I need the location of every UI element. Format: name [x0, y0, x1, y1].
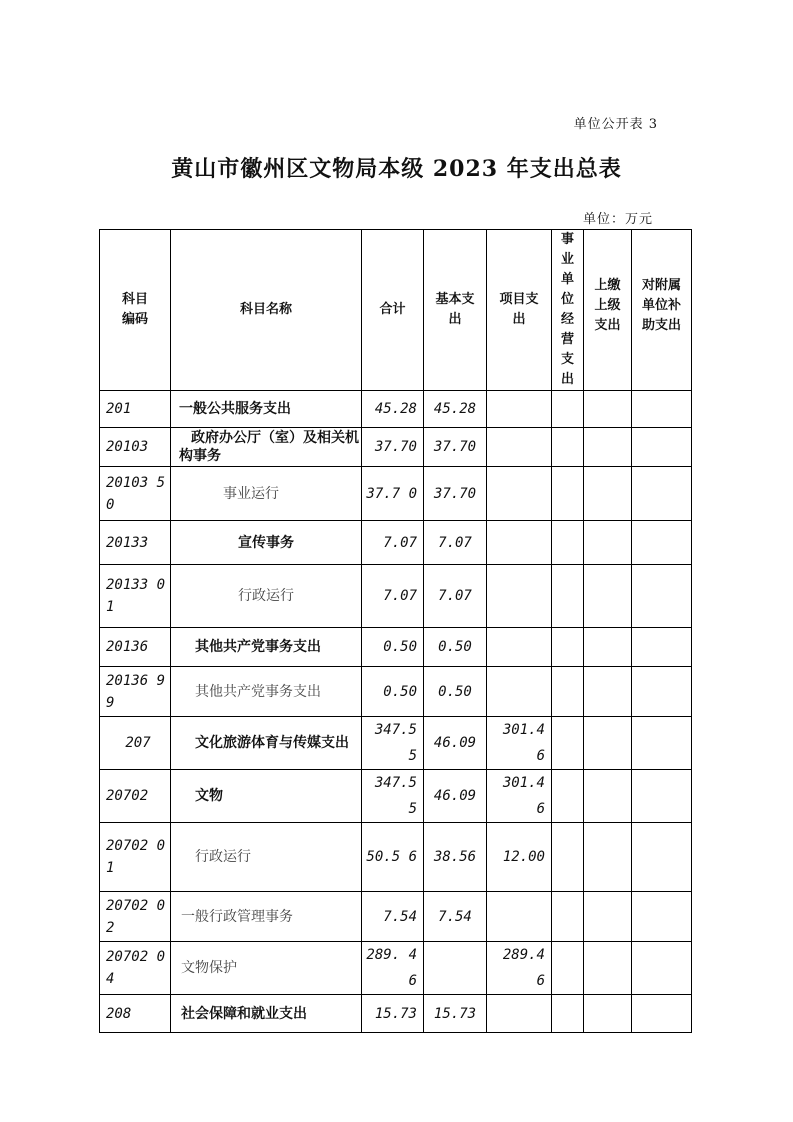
table-row [100, 770, 692, 823]
cell-subsidy [632, 565, 692, 628]
cell-basic-text: 45.28 [433, 401, 477, 417]
cell-enterprise [552, 942, 584, 995]
cell-project [487, 565, 552, 628]
cell-total [362, 717, 424, 770]
cell-name-text: 事业运行 [223, 485, 279, 502]
cell-enterprise [552, 428, 584, 467]
cell-total [362, 823, 424, 892]
cell-basic-text: 46.09 [433, 735, 477, 751]
cell-basic-text: 15.73 [433, 1005, 477, 1022]
cell-basic-text: 37.70 [433, 485, 477, 502]
cell-name-text: 行政运行 [238, 588, 294, 604]
cell-subsidy [632, 667, 692, 717]
cell-name-text: 政府办公厅（室）及相关机构事务 [179, 430, 359, 464]
cell-code [100, 770, 171, 823]
cell-project [487, 892, 552, 942]
cell-code [100, 892, 171, 942]
cell-name-text: 其他共产党事务支出 [195, 683, 321, 700]
cell-total [362, 428, 424, 467]
cell-code-text: 207 [125, 735, 151, 751]
cell-name-text: 文化旅游体育与传媒支出 [195, 735, 349, 751]
cell-total-text: 7.54 [383, 908, 417, 925]
cell-enterprise [552, 717, 584, 770]
cell-code-text: 20702 04 [106, 949, 166, 987]
header-code: 科目 编码 [100, 230, 171, 391]
cell-upper [584, 770, 632, 823]
cell-code-text: 201 [106, 401, 132, 417]
cell-enterprise [552, 770, 584, 823]
cell-name [171, 770, 362, 823]
cell-name [171, 391, 362, 428]
table-row [100, 521, 692, 565]
cell-total [362, 995, 424, 1033]
cell-code [100, 565, 171, 628]
cell-project [487, 628, 552, 667]
cell-subsidy [632, 942, 692, 995]
header-project: 项目支 出 [487, 230, 552, 391]
cell-code [100, 823, 171, 892]
cell-basic [424, 667, 487, 717]
cell-enterprise [552, 892, 584, 942]
cell-total [362, 892, 424, 942]
cell-code-text: 20103 [106, 439, 149, 455]
cell-name [171, 467, 362, 521]
cell-project-text: 301.4 6 [502, 775, 545, 817]
table-row [100, 995, 692, 1033]
cell-code [100, 667, 171, 717]
cell-code [100, 942, 171, 995]
cell-total [362, 467, 424, 521]
cell-basic-text: 7.07 [438, 588, 472, 604]
header-name: 科目名称 [171, 230, 362, 391]
cell-code [100, 995, 171, 1033]
cell-subsidy [632, 995, 692, 1033]
cell-total [362, 565, 424, 628]
cell-name-text: 行政运行 [195, 849, 251, 865]
table-row [100, 942, 692, 995]
cell-code [100, 391, 171, 428]
cell-basic [424, 467, 487, 521]
cell-total-text: 50.5 6 [366, 849, 417, 865]
cell-total-text: 289. 46 [366, 947, 417, 989]
cell-basic [424, 995, 487, 1033]
cell-basic-text: 46.09 [433, 788, 477, 804]
cell-enterprise [552, 995, 584, 1033]
cell-basic-text: 0.50 [438, 639, 472, 655]
header-enterprise: 事 业 单 位 经 营 支 出 [552, 230, 584, 391]
cell-code-text: 20136 [106, 639, 149, 655]
cell-enterprise [552, 467, 584, 521]
header-upper: 上缴 上级 支出 [584, 230, 632, 391]
cell-upper [584, 942, 632, 995]
cell-upper [584, 521, 632, 565]
cell-name [171, 428, 362, 467]
cell-total-text: 37.70 [374, 439, 417, 455]
cell-code-text: 20702 01 [106, 838, 166, 876]
cell-project [487, 428, 552, 467]
cell-project [487, 942, 552, 995]
page-title: 黄山市徽州区文物局本级 2023 年支出总表 [171, 156, 622, 182]
cell-code-text: 20133 [106, 534, 149, 551]
cell-subsidy [632, 467, 692, 521]
cell-basic [424, 770, 487, 823]
cell-project-text: 12.00 [502, 849, 545, 865]
cell-name [171, 892, 362, 942]
cell-name [171, 995, 362, 1033]
cell-basic [424, 942, 487, 995]
cell-subsidy [632, 521, 692, 565]
cell-code [100, 521, 171, 565]
cell-total [362, 667, 424, 717]
cell-project [487, 717, 552, 770]
cell-name [171, 521, 362, 565]
cell-basic [424, 628, 487, 667]
cell-subsidy [632, 391, 692, 428]
cell-project [487, 995, 552, 1033]
cell-subsidy [632, 717, 692, 770]
cell-name [171, 565, 362, 628]
cell-name [171, 717, 362, 770]
cell-name-text: 一般行政管理事务 [181, 908, 293, 925]
table-row [100, 892, 692, 942]
cell-project-text: 289.4 6 [502, 947, 545, 989]
cell-name-text: 文物 [195, 788, 223, 804]
table-row [100, 391, 692, 428]
cell-total-text: 7.07 [383, 588, 417, 604]
table-row [100, 717, 692, 770]
cell-basic-text: 7.07 [438, 534, 472, 551]
cell-basic [424, 717, 487, 770]
cell-upper [584, 823, 632, 892]
header-row [100, 230, 692, 391]
cell-project [487, 521, 552, 565]
cell-basic [424, 428, 487, 467]
table-row [100, 565, 692, 628]
cell-basic [424, 391, 487, 428]
cell-total-text: 347.5 5 [374, 775, 417, 817]
header-subsidy: 对附属 单位补 助支出 [632, 230, 692, 391]
cell-basic-text: 0.50 [438, 683, 472, 700]
expenditure-table [99, 229, 692, 1033]
cell-total-text: 7.07 [383, 534, 417, 551]
cell-total [362, 628, 424, 667]
cell-upper [584, 628, 632, 667]
unit-label: 单位：万元 [582, 212, 653, 227]
cell-upper [584, 892, 632, 942]
cell-subsidy [632, 628, 692, 667]
cell-total-text: 45.28 [374, 401, 417, 417]
table-row [100, 628, 692, 667]
cell-name-text: 社会保障和就业支出 [181, 1005, 307, 1022]
cell-total [362, 521, 424, 565]
cell-enterprise [552, 521, 584, 565]
table-row [100, 428, 692, 467]
cell-enterprise [552, 391, 584, 428]
cell-basic-text: 7.54 [438, 908, 472, 925]
cell-name-text: 宣传事务 [238, 534, 294, 551]
cell-project [487, 823, 552, 892]
cell-basic-text: 38.56 [433, 849, 477, 865]
cell-subsidy [632, 823, 692, 892]
cell-code-text: 20136 99 [106, 672, 166, 711]
cell-name [171, 823, 362, 892]
cell-code-text: 20133 01 [106, 577, 166, 615]
cell-basic [424, 565, 487, 628]
cell-upper [584, 428, 632, 467]
cell-code [100, 628, 171, 667]
cell-enterprise [552, 667, 584, 717]
cell-total [362, 770, 424, 823]
cell-project [487, 467, 552, 521]
header-basic: 基本支 出 [424, 230, 487, 391]
table-row [100, 667, 692, 717]
cell-code-text: 20702 02 [106, 897, 166, 936]
cell-project [487, 391, 552, 428]
cell-total-text: 0.50 [383, 683, 417, 700]
cell-basic [424, 823, 487, 892]
cell-code-text: 208 [106, 1005, 132, 1022]
cell-code [100, 467, 171, 521]
cell-basic [424, 521, 487, 565]
cell-enterprise [552, 565, 584, 628]
cell-name-text: 其他共产党事务支出 [195, 639, 321, 655]
cell-name [171, 942, 362, 995]
cell-subsidy [632, 892, 692, 942]
cell-upper [584, 717, 632, 770]
cell-total-text: 0.50 [383, 639, 417, 655]
cell-upper [584, 565, 632, 628]
header-total: 合计 [362, 230, 424, 391]
cell-subsidy [632, 770, 692, 823]
cell-basic [424, 892, 487, 942]
cell-project [487, 770, 552, 823]
form-number: 单位公开表 3 [573, 117, 658, 132]
cell-upper [584, 391, 632, 428]
cell-name-text: 文物保护 [181, 960, 237, 976]
cell-basic-text: 37.70 [433, 439, 477, 455]
cell-total-text: 347.5 5 [374, 722, 417, 764]
cell-code [100, 717, 171, 770]
table-row [100, 823, 692, 892]
cell-name-text: 一般公共服务支出 [179, 401, 291, 417]
cell-name [171, 628, 362, 667]
cell-total-text: 37.7 0 [366, 485, 417, 502]
cell-project [487, 667, 552, 717]
cell-total [362, 942, 424, 995]
cell-total-text: 15.73 [374, 1005, 417, 1022]
cell-code-text: 20702 [106, 788, 149, 804]
table-row [100, 467, 692, 521]
cell-project-text: 301.4 6 [502, 722, 545, 764]
cell-total [362, 391, 424, 428]
cell-code-text: 20103 50 [106, 474, 166, 513]
cell-upper [584, 667, 632, 717]
cell-enterprise [552, 823, 584, 892]
cell-enterprise [552, 628, 584, 667]
cell-subsidy [632, 428, 692, 467]
cell-code [100, 428, 171, 467]
cell-upper [584, 995, 632, 1033]
cell-upper [584, 467, 632, 521]
cell-name [171, 667, 362, 717]
